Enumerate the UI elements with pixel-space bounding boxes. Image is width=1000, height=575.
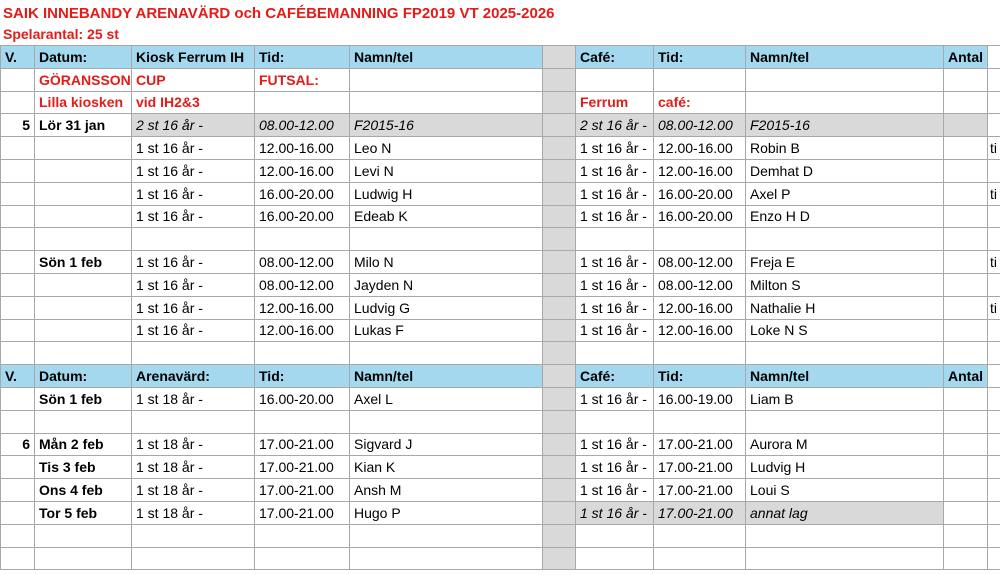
cell[interactable] <box>746 91 944 114</box>
cell-vid-ih[interactable]: vid IH2&3 <box>132 91 255 114</box>
cell[interactable] <box>944 342 988 365</box>
cell-time[interactable]: 12.00-16.00 <box>255 159 350 182</box>
cell[interactable] <box>944 205 988 228</box>
empty-row <box>1 524 1000 547</box>
cell[interactable] <box>944 91 988 114</box>
cell-name[interactable]: Milo N <box>350 251 543 274</box>
cell-time[interactable]: 08.00-12.00 <box>255 273 350 296</box>
header-row <box>1 46 1000 69</box>
cell-date[interactable] <box>35 273 132 296</box>
cell[interactable] <box>1 547 35 570</box>
empty-row <box>1 547 1000 570</box>
cell[interactable] <box>1 524 35 547</box>
cell-cafe-time[interactable]: 17.00-21.00 <box>654 479 746 502</box>
cell[interactable] <box>350 410 543 433</box>
cell[interactable] <box>1 68 35 91</box>
cell[interactable] <box>1 410 35 433</box>
gap-cell[interactable] <box>543 228 576 251</box>
cell-cafe-slot[interactable]: 1 st 16 år - <box>576 456 654 479</box>
cell[interactable] <box>944 68 988 91</box>
cell-week[interactable] <box>1 273 35 296</box>
gap-cell[interactable] <box>543 137 576 160</box>
cell-extra[interactable]: ti <box>988 296 1000 319</box>
col-count[interactable]: Antal <box>944 365 988 388</box>
table-row <box>1 159 1000 182</box>
cell[interactable] <box>944 251 988 274</box>
cell-slot[interactable]: 1 st 16 år - <box>132 159 255 182</box>
cell-name[interactable]: Axel L <box>350 387 543 410</box>
cell-slot[interactable]: 1 st 16 år - <box>132 205 255 228</box>
cell[interactable] <box>746 342 944 365</box>
cell-extra[interactable] <box>988 114 1000 137</box>
gap-cell[interactable] <box>543 501 576 524</box>
cell-cafe-time[interactable]: 16.00-20.00 <box>654 182 746 205</box>
cell-cafe-time[interactable]: 12.00-16.00 <box>654 319 746 342</box>
cell-cafe-name[interactable]: Loui S <box>746 479 944 502</box>
cell-date[interactable]: Ons 4 feb <box>35 479 132 502</box>
cell-extra[interactable] <box>988 205 1000 228</box>
cell[interactable] <box>654 228 746 251</box>
cell-cafe-time[interactable]: 08.00-12.00 <box>654 114 746 137</box>
cell[interactable] <box>988 501 1000 524</box>
cell-date[interactable] <box>35 205 132 228</box>
cell-slot[interactable]: 1 st 16 år - <box>132 273 255 296</box>
gap-cell[interactable] <box>543 205 576 228</box>
cell-name[interactable]: Leo N <box>350 137 543 160</box>
cell[interactable] <box>988 365 1000 388</box>
cell[interactable] <box>255 547 350 570</box>
cell-week[interactable] <box>1 159 35 182</box>
cell[interactable] <box>35 524 132 547</box>
cell[interactable] <box>988 342 1000 365</box>
col-cafe-time[interactable]: Tid: <box>654 46 746 69</box>
cell[interactable] <box>944 114 988 137</box>
cell-date[interactable]: Lör 31 jan <box>35 114 132 137</box>
cell-cafe-time[interactable]: 08.00-12.00 <box>654 273 746 296</box>
cell[interactable] <box>350 524 543 547</box>
cell[interactable] <box>944 456 988 479</box>
col-cafe-name[interactable]: Namn/tel <box>746 46 944 69</box>
cell[interactable] <box>944 524 988 547</box>
cell[interactable] <box>746 547 944 570</box>
cell-cafe-time[interactable]: 12.00-16.00 <box>654 159 746 182</box>
gap-cell[interactable] <box>543 524 576 547</box>
col-cafe[interactable]: Café: <box>576 46 654 69</box>
cell[interactable] <box>132 547 255 570</box>
cell-cafe-name[interactable]: Nathalie H <box>746 296 944 319</box>
cell-cafe-name[interactable]: Axel P <box>746 182 944 205</box>
cell[interactable] <box>1 91 35 114</box>
table-row <box>1 479 1000 502</box>
cell-time[interactable]: 12.00-16.00 <box>255 296 350 319</box>
cell-cafe-name[interactable]: Enzo H D <box>746 205 944 228</box>
cell[interactable] <box>944 433 988 456</box>
col-cafe[interactable]: Café: <box>576 365 654 388</box>
table-row <box>1 137 1000 160</box>
table-row <box>1 68 1000 91</box>
cell-cafe-name[interactable]: Loke N S <box>746 319 944 342</box>
cell-cafe-name[interactable]: annat lag <box>746 501 944 524</box>
cell[interactable] <box>35 547 132 570</box>
cell[interactable] <box>988 479 1000 502</box>
cell-cafe-slot[interactable]: 1 st 16 år - <box>576 137 654 160</box>
cell-cafe-slot[interactable]: 1 st 16 år - <box>576 273 654 296</box>
cell-slot[interactable]: 1 st 16 år - <box>132 296 255 319</box>
cell-date[interactable] <box>35 182 132 205</box>
cell-cafe-name[interactable]: Milton S <box>746 273 944 296</box>
cell-date[interactable] <box>35 137 132 160</box>
cell[interactable] <box>944 501 988 524</box>
gap-cell[interactable] <box>543 46 576 69</box>
col-week[interactable]: V. <box>1 46 35 69</box>
cell-week[interactable] <box>1 251 35 274</box>
cell-date[interactable]: Sön 1 feb <box>35 251 132 274</box>
cell-slot[interactable]: 1 st 16 år - <box>132 182 255 205</box>
cell[interactable] <box>255 410 350 433</box>
cell[interactable] <box>944 273 988 296</box>
cell-time[interactable]: 12.00-16.00 <box>255 137 350 160</box>
cell[interactable] <box>944 228 988 251</box>
cell[interactable] <box>746 68 944 91</box>
cell-goransson[interactable]: GÖRANSSON <box>35 68 132 91</box>
cell[interactable] <box>944 182 988 205</box>
table-row <box>1 456 1000 479</box>
cell[interactable] <box>35 410 132 433</box>
col-time[interactable]: Tid: <box>255 365 350 388</box>
cell-week[interactable] <box>1 205 35 228</box>
cell-date[interactable]: Sön 1 feb <box>35 387 132 410</box>
cell-cafe-slot[interactable]: 1 st 16 år - <box>576 182 654 205</box>
cell[interactable] <box>132 410 255 433</box>
cell[interactable] <box>988 547 1000 570</box>
cell-cafe-time[interactable]: 12.00-16.00 <box>654 137 746 160</box>
cell-cafe-time[interactable]: 17.00-21.00 <box>654 456 746 479</box>
cell[interactable] <box>350 547 543 570</box>
cell[interactable] <box>746 410 944 433</box>
gap-cell[interactable] <box>543 182 576 205</box>
cell-cafe-time[interactable]: 08.00-12.00 <box>654 251 746 274</box>
cell-week[interactable] <box>1 456 35 479</box>
col-cafe-time[interactable]: Tid: <box>654 365 746 388</box>
cell-cafe-time[interactable]: 16.00-19.00 <box>654 387 746 410</box>
cell[interactable] <box>944 547 988 570</box>
cell[interactable] <box>576 68 654 91</box>
cell[interactable] <box>944 387 988 410</box>
gap-cell[interactable] <box>543 342 576 365</box>
cell[interactable] <box>132 524 255 547</box>
cell-cafe-slot[interactable]: 1 st 16 år - <box>576 159 654 182</box>
cell[interactable] <box>350 228 543 251</box>
cell[interactable] <box>255 524 350 547</box>
cell-week[interactable]: 5 <box>1 114 35 137</box>
cell-slot[interactable]: 1 st 18 år - <box>132 433 255 456</box>
cell[interactable] <box>746 524 944 547</box>
cell-name[interactable]: Lukas F <box>350 319 543 342</box>
cell[interactable] <box>944 319 988 342</box>
cell-slot[interactable]: 2 st 16 år - <box>132 114 255 137</box>
cell-week[interactable] <box>1 296 35 319</box>
cell-date[interactable] <box>35 319 132 342</box>
cell[interactable] <box>988 524 1000 547</box>
gap-cell[interactable] <box>543 251 576 274</box>
gap-cell[interactable] <box>543 273 576 296</box>
cell-cafe-slot[interactable]: 1 st 16 år - <box>576 387 654 410</box>
cell-name[interactable]: F2015-16 <box>350 114 543 137</box>
gap-cell[interactable] <box>543 159 576 182</box>
col-kiosk[interactable]: Kiosk Ferrum IH <box>132 46 255 69</box>
cell[interactable] <box>988 387 1000 410</box>
cell[interactable] <box>35 342 132 365</box>
cell-extra[interactable]: ti <box>988 182 1000 205</box>
cell-name[interactable]: Hugo P <box>350 501 543 524</box>
gap-cell[interactable] <box>543 456 576 479</box>
cell[interactable] <box>988 68 1000 91</box>
cell-cafe-slot[interactable]: 1 st 16 år - <box>576 251 654 274</box>
gap-cell[interactable] <box>543 365 576 388</box>
cell-cafe-name[interactable]: Robin B <box>746 137 944 160</box>
cell[interactable] <box>1 342 35 365</box>
cell-time[interactable]: 17.00-21.00 <box>255 433 350 456</box>
cell-cafe-slot[interactable]: 1 st 16 år - <box>576 296 654 319</box>
cell-cafe-slot[interactable]: 1 st 16 år - <box>576 501 654 524</box>
cell[interactable] <box>988 46 1000 69</box>
col-count[interactable]: Antal <box>944 46 988 69</box>
cell-cup[interactable]: CUP <box>132 68 255 91</box>
cell-extra[interactable] <box>988 273 1000 296</box>
cell[interactable] <box>350 68 543 91</box>
table-row <box>1 273 1000 296</box>
cell[interactable] <box>944 296 988 319</box>
cell-cafe-slot[interactable]: 1 st 16 år - <box>576 479 654 502</box>
cell-extra[interactable]: ti <box>988 137 1000 160</box>
cell-time[interactable]: 08.00-12.00 <box>255 251 350 274</box>
cell-cafe-time[interactable]: 17.00-21.00 <box>654 501 746 524</box>
cell-slot[interactable]: 1 st 18 år - <box>132 456 255 479</box>
cell-slot[interactable]: 1 st 18 år - <box>132 387 255 410</box>
cell[interactable] <box>944 410 988 433</box>
cell-week[interactable] <box>1 479 35 502</box>
cell-cafe-slot[interactable]: 1 st 16 år - <box>576 205 654 228</box>
cell-date[interactable]: Tor 5 feb <box>35 501 132 524</box>
cell-week[interactable] <box>1 319 35 342</box>
cell[interactable] <box>35 228 132 251</box>
cell-cafe-slot[interactable]: 1 st 16 år - <box>576 433 654 456</box>
cell[interactable] <box>944 159 988 182</box>
cell[interactable] <box>132 228 255 251</box>
gap-cell[interactable] <box>543 68 576 91</box>
cell[interactable] <box>350 342 543 365</box>
table-row <box>1 319 1000 342</box>
schedule-table <box>0 45 1000 570</box>
cell-name[interactable]: Jayden N <box>350 273 543 296</box>
cell-time[interactable]: 17.00-21.00 <box>255 456 350 479</box>
cell-time[interactable]: 08.00-12.00 <box>255 114 350 137</box>
cell[interactable] <box>1 228 35 251</box>
cell-cafe-label[interactable]: café: <box>654 91 746 114</box>
table-row <box>1 251 1000 274</box>
col-cafe-name[interactable]: Namn/tel <box>746 365 944 388</box>
cell-week[interactable] <box>1 387 35 410</box>
cell-time[interactable]: 16.00-20.00 <box>255 205 350 228</box>
cell-time[interactable]: 17.00-21.00 <box>255 501 350 524</box>
empty-row <box>1 410 1000 433</box>
gap-cell[interactable] <box>543 433 576 456</box>
cell-extra[interactable] <box>988 159 1000 182</box>
cell-week[interactable] <box>1 137 35 160</box>
cell[interactable] <box>576 342 654 365</box>
table-row <box>1 114 1000 137</box>
table-row <box>1 205 1000 228</box>
cell-date[interactable] <box>35 159 132 182</box>
cell-futsal[interactable]: FUTSAL: <box>255 68 350 91</box>
cell[interactable] <box>654 342 746 365</box>
cell-cafe-name[interactable]: Aurora M <box>746 433 944 456</box>
cell[interactable] <box>576 547 654 570</box>
cell-time[interactable]: 17.00-21.00 <box>255 479 350 502</box>
table-row <box>1 433 1000 456</box>
cell[interactable] <box>255 342 350 365</box>
cell-name[interactable]: Sigvard J <box>350 433 543 456</box>
cell-name[interactable]: Kian K <box>350 456 543 479</box>
cell-extra[interactable]: ti <box>988 251 1000 274</box>
cell[interactable] <box>944 137 988 160</box>
gap-cell[interactable] <box>543 91 576 114</box>
cell-name[interactable]: Ansh M <box>350 479 543 502</box>
col-name[interactable]: Namn/tel <box>350 46 543 69</box>
cell-lilla-kiosken[interactable]: Lilla kiosken <box>35 91 132 114</box>
gap-cell[interactable] <box>543 547 576 570</box>
table-row <box>1 296 1000 319</box>
cell-cafe-name[interactable]: F2015-16 <box>746 114 944 137</box>
col-week[interactable]: V. <box>1 365 35 388</box>
cell-slot[interactable]: 1 st 18 år - <box>132 501 255 524</box>
gap-cell[interactable] <box>543 479 576 502</box>
col-time[interactable]: Tid: <box>255 46 350 69</box>
cell-cafe-time[interactable]: 17.00-21.00 <box>654 433 746 456</box>
cell-name[interactable]: Edeab K <box>350 205 543 228</box>
cell-time[interactable]: 16.00-20.00 <box>255 387 350 410</box>
cell-week[interactable] <box>1 182 35 205</box>
cell-slot[interactable]: 1 st 16 år - <box>132 251 255 274</box>
cell[interactable] <box>988 91 1000 114</box>
cell[interactable] <box>988 228 1000 251</box>
col-name[interactable]: Namn/tel <box>350 365 543 388</box>
cell[interactable] <box>255 91 350 114</box>
cell[interactable] <box>576 410 654 433</box>
table-row <box>1 182 1000 205</box>
cell-time[interactable]: 16.00-20.00 <box>255 182 350 205</box>
col-date[interactable]: Datum: <box>35 46 132 69</box>
cell[interactable] <box>576 228 654 251</box>
cell[interactable] <box>988 433 1000 456</box>
cell-date[interactable]: Mån 2 feb <box>35 433 132 456</box>
sheet-title: SAIK INNEBANDY ARENAVÄRD och CAFÉBEMANNING FP2019 VT 2025-2026 <box>3 5 555 22</box>
cell-name[interactable]: Levi N <box>350 159 543 182</box>
cell-time[interactable]: 12.00-16.00 <box>255 319 350 342</box>
gap-cell[interactable] <box>543 319 576 342</box>
col-date[interactable]: Datum: <box>35 365 132 388</box>
cell-ferrum[interactable]: Ferrum <box>576 91 654 114</box>
cell[interactable] <box>944 479 988 502</box>
cell[interactable] <box>988 410 1000 433</box>
cell-week[interactable]: 6 <box>1 433 35 456</box>
cell-slot[interactable]: 1 st 18 år - <box>132 479 255 502</box>
cell[interactable] <box>654 524 746 547</box>
cell[interactable] <box>576 524 654 547</box>
cell-cafe-name[interactable]: Freja E <box>746 251 944 274</box>
empty-row <box>1 342 1000 365</box>
cell[interactable] <box>988 456 1000 479</box>
cell-cafe-slot[interactable]: 2 st 16 år - <box>576 114 654 137</box>
cell-week[interactable] <box>1 501 35 524</box>
cell[interactable] <box>746 228 944 251</box>
cell-cafe-name[interactable]: Liam B <box>746 387 944 410</box>
gap-cell[interactable] <box>543 114 576 137</box>
sheet-subtitle: Spelarantal: 25 st <box>3 26 119 42</box>
cell-date[interactable]: Tis 3 feb <box>35 456 132 479</box>
cell-cafe-time[interactable]: 16.00-20.00 <box>654 205 746 228</box>
cell[interactable] <box>654 68 746 91</box>
cell-slot[interactable]: 1 st 16 år - <box>132 137 255 160</box>
cell-cafe-slot[interactable]: 1 st 16 år - <box>576 319 654 342</box>
cell-extra[interactable] <box>988 319 1000 342</box>
gap-cell[interactable] <box>543 387 576 410</box>
cell[interactable] <box>132 342 255 365</box>
cell[interactable] <box>350 91 543 114</box>
col-arena[interactable]: Arenavärd: <box>132 365 255 388</box>
cell-date[interactable] <box>35 296 132 319</box>
cell[interactable] <box>654 547 746 570</box>
cell-name[interactable]: Ludvig G <box>350 296 543 319</box>
header-row <box>1 365 1000 388</box>
table-row <box>1 91 1000 114</box>
empty-row <box>1 228 1000 251</box>
cell[interactable] <box>654 410 746 433</box>
cell-cafe-name[interactable]: Ludvig H <box>746 456 944 479</box>
cell-slot[interactable]: 1 st 16 år - <box>132 319 255 342</box>
cell-name[interactable]: Ludwig H <box>350 182 543 205</box>
table-row <box>1 501 1000 524</box>
table-row <box>1 387 1000 410</box>
cell-cafe-time[interactable]: 12.00-16.00 <box>654 296 746 319</box>
gap-cell[interactable] <box>543 296 576 319</box>
cell-cafe-name[interactable]: Demhat D <box>746 159 944 182</box>
cell[interactable] <box>255 228 350 251</box>
gap-cell[interactable] <box>543 410 576 433</box>
